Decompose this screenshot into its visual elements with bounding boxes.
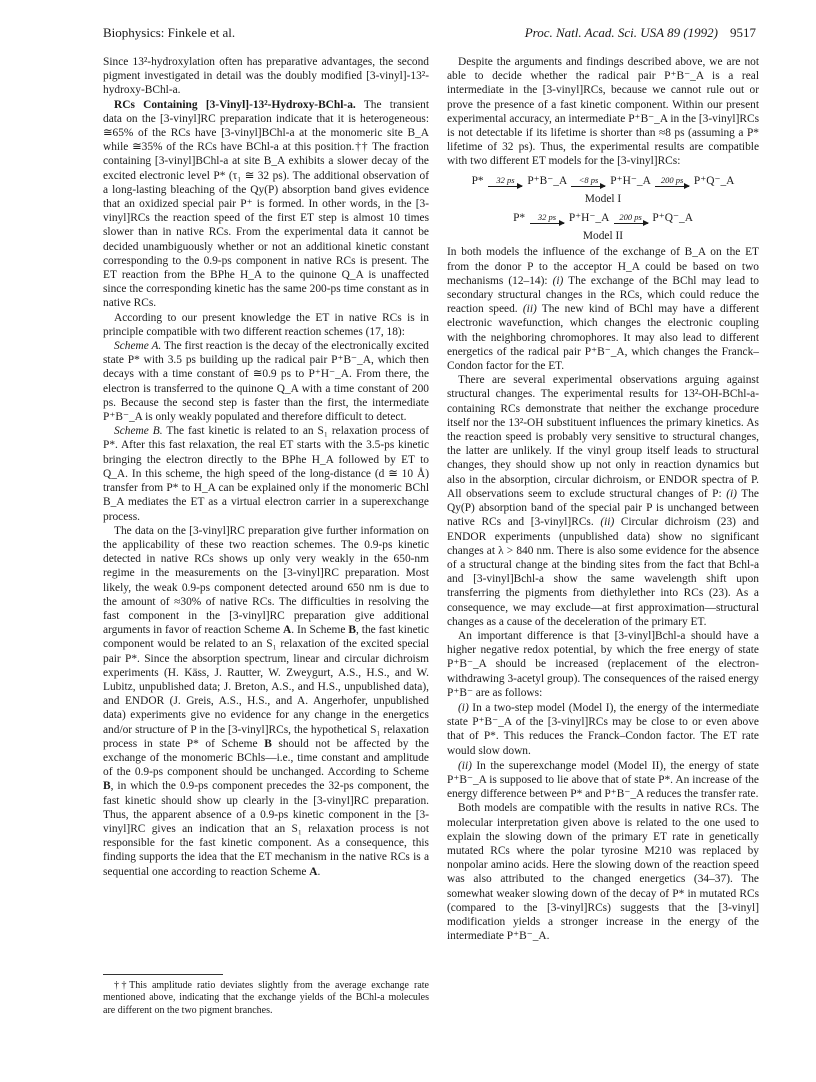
- text-run: There are several experimental observations arguing against structural changes. The experimental results for 13²-OH-BChl-a-containing RCs demonstrate that neither the exchange procedure itself nor the 13²-OH substituent influences the primary kinetics. As the reaction speed is probably very sensitive to structural changes, the latter are unlikely. If the vinyl group itself leads to structural changes, they should show up not only in reaction dynamics but also in the absorption, circular dichroism, or: [447, 374, 759, 486]
- page-number: 9517: [730, 25, 756, 40]
- text-run: In a two-step model (Model I), the energy of the intermediate state P⁺B⁻_A of the [3-vinyl]RCs may be close to or even above that of P*. This reduces the Franck–Condon factor. The ET rate would slow down.: [447, 701, 759, 757]
- paragraph-rcs-body: The transient data on the [3-vinyl]RC preparation indicate that it is heterogeneous: ≅65% of the RCs have [3-vinyl]BChl-a at the monomeric site B_A while ≅35% of the RCs have BChl-a at this position.†† The fraction containing [3-vinyl]BChl-a at site B_A exhibits a slower decay of the excited electronic level P* (τ₁ ≅ 32 ps). The additional observation of a long-lasting bleaching of the Qy(P) absorption band gives evidence that an oxidized special pair P⁺ is formed. In other words, in the [3-vinyl]RCs the reaction speed of the first ET step is almost 10 times slower than in native RCs. From the experimental data it cannot be decided unambiguously whether or not an additional kinetic constant corresponding to the 0.9-ps component in native RCs is present. The ET reaction from the BPhe H_A to the quinone Q_A is unaffected since the corresponding kinetic has the same 200-ps time constant as in native RCs.: [103, 98, 429, 310]
- right-column: [447, 55, 759, 943]
- text-run: Circular dichroism (23) and: [614, 516, 759, 529]
- reaction-arrow: [655, 176, 689, 187]
- species-pq: P⁺Q⁻_A: [652, 212, 693, 225]
- arrow-label: 32 ps: [537, 211, 557, 222]
- reaction-arrow: [530, 213, 564, 224]
- list-marker: (i): [552, 274, 564, 287]
- paragraph-both-models: [447, 245, 759, 373]
- text-run: The Qy(P) absorption band of the special pair P is unchanged between native RCs and [3-vinyl]RCs.: [447, 487, 759, 529]
- text-run: In the superexchange model (Model II), the energy of state P⁺B⁻_A is supposed to lie above that of state P*. An increase of the energy difference between P* and P⁺B⁻_A reduces the transfer rate.: [447, 759, 759, 801]
- paragraph-knowledge: According to our present knowledge the ET in native RCs is in principle compatible with two different reaction schemes (17, 18):: [103, 311, 429, 338]
- text-run: The exchange of the BChl may lead to secondary structural changes in the RCs, which could reduce the reaction speed.: [447, 274, 759, 316]
- arrow-label: 200 ps: [619, 211, 642, 222]
- paragraph-two-step: [447, 701, 759, 758]
- text-run: experiments (unpublished data) show no significant changes at λ > 840 nm. There is also some evidence for the absence of a structural change at the binding sites from the fact that Bchl-a and [3-vinyl]Bchl-a show the same wavelength shift upon transferring the pigments from diethylether into RCs (23). As a consequence, we may exclude—at first approximation—structural changes as a cause of the deceleration of the primary ET.: [447, 530, 759, 628]
- text-run: The new kind of BChl may have a different electronic wavefunction, which changes the electronic coupling with the neighboring chromophores. It may also lead to different energetics of the radical pair P⁺B⁻_A, which changes the Franck–Condon factor for the ET.: [447, 303, 759, 373]
- running-header-left: Biophysics: Finkele et al.: [103, 25, 236, 40]
- list-marker: (ii): [458, 759, 472, 772]
- text-run: , the fast kinetic component would be related to an S₁ relaxation of the excited special pair P*. Since the absorption spectrum, linear and circular dichroism experiments (H. Käss, J. Rautter, W. Zweygurt, A.S., H.S., and W. Lubitz, unpublished data; J. Breton, A.S., and H.S., unpublished data), and: [103, 624, 430, 708]
- journal-citation: Proc. Natl. Acad. Sci. USA 89 (1992): [524, 25, 718, 40]
- scheme-b-body: The fast kinetic is related to an S₁ relaxation process of P*. After this fast relaxation, the real ET starts with the 3.5-ps kinetic bringing the electron directly to the BPhe H_A followed by ET to Q_A. In this scheme, the high speed of the long-distance (d ≅ 10 Å) transfer from P* to H_A can be explained only if the monomeric BChl B_A mediates the ET as a virtual electron carrier in a superexchange process.: [103, 425, 429, 523]
- arrow-label: 32 ps: [496, 174, 515, 185]
- species-pq: P⁺Q⁻_A: [693, 174, 735, 187]
- list-marker: (ii): [600, 516, 615, 529]
- reaction-arrow: [614, 213, 648, 224]
- model-i-equation: [447, 174, 759, 188]
- arrow-label: <8 ps: [578, 174, 599, 185]
- list-marker: (i): [458, 701, 469, 714]
- scheme-ref: B: [103, 780, 111, 793]
- text-run: The data on the [3-vinyl]RC preparation give further information on the applicability of these two reaction schemes. The 0.9-ps kinetic detected in native RCs shows up only very weakly in the 650-nm regime in the measurements on the [3-vinyl]RC preparation. Most likely, the weak 0.9-ps component detected around 650 nm is due to the amount of ≈30% of native RCs. The difficulties in resolving the fast component in the [3-vinyl]RC preparation give additional arguments in favor of reaction Scheme: [103, 524, 429, 637]
- species-p-star: P*: [471, 174, 484, 187]
- paragraph-scheme-b: [103, 424, 429, 523]
- list-marker: (ii): [522, 303, 537, 316]
- species-ph: P⁺H⁻_A: [610, 174, 651, 187]
- reaction-arrow: [571, 176, 605, 187]
- paragraph-important: An important difference is that [3-vinyl]Bchl-a should have a higher negative redox potential, by which the free energy of state P⁺B⁻_A should be increased (replacement of the electron-withdrawing 3-acetyl group). The consequences of the raised energy P⁺B⁻ are as follows:: [447, 629, 759, 699]
- section-heading: RCs Containing [3-Vinyl]-13²-Hydroxy-BChl-a.: [114, 98, 356, 111]
- text-run: , in which the 0.9-ps component precedes the 32-ps component, the fast kinetic should show up clearly in the [3-vinyl]RC preparation. Thus, the apparent absence of a 0.9-ps kinetic component in the [3-vinyl]RC gives an indication that an S₁ relaxation process is not responsible for the fast kinetic component. As a consequence, this finding supports the idea that the ET mechanism in the native RCs is a sequential one according to reaction Scheme: [103, 780, 429, 878]
- text-run: In both models the influence of the exchange of B_A on the ET from the donor P to the acceptor H_A could be based on two mechanisms (12–14):: [447, 246, 759, 287]
- paragraph-intro: Since 13²-hydroxylation often has preparative advantages, the second pigment investigated in detail was the doubly modified [3-vinyl]-13²-hydroxy-BChl-a.: [103, 56, 429, 97]
- list-marker: (i): [726, 487, 737, 500]
- arrow-label: 200 ps: [660, 174, 684, 185]
- species-pb: P⁺B⁻_A: [527, 174, 567, 187]
- paragraph-several: [447, 373, 759, 629]
- endor-term: ENDOR: [658, 473, 698, 486]
- text-run: should not be affected by the exchange of the monomeric BChls—i.e., time constant and amplitude of the 0.9-ps component should be unchanged. According to Scheme: [103, 737, 429, 779]
- text-run: . In Scheme: [291, 624, 349, 637]
- species-p-star: P*: [513, 212, 526, 225]
- scheme-a-label: Scheme A.: [114, 340, 162, 353]
- paragraph-superexchange: [447, 759, 759, 802]
- scheme-a-body: The first reaction is the decay of the electronically excited state P* with 3.5 ps building up the radical pair P⁺B⁻_A, which then decays with a time constant of ≅0.9 ps to P⁺H⁻_A. From there, the electron is transferred to the quinone Q_A with a time constant of 200 ps. Because the second step is faster than the first, the intermediate P⁺B⁻_A is only weakly populated and therefore difficult to detect.: [103, 340, 429, 424]
- scheme-ref: A: [309, 865, 318, 878]
- scheme-ref: B: [348, 624, 357, 637]
- paragraph-both-compatible: Both models are compatible with the results in native RCs. The molecular interpretation given above is related to the one used to explain the slowing down of the primary ET rate in genetically mutated RCs where the polar tyrosine M210 was replaced by nonpolar amino acids. Here the slowing down of the reaction speed was also attributed to the changed energetics (34–37). The somewhat weaker slowing down of the decay of P* in mutated RCs (compared to the [3-vinyl]RCs) suggests that the [3-vinyl] modification yields a stronger increase in the energy of the intermediate P⁺B⁻_A.: [447, 802, 759, 943]
- endor-term: ENDOR: [447, 530, 487, 543]
- text-run: (J. Greis, A.S., H.S., and A. Angerhofer, unpublished data) experiments give no evidence for any change in the energetics and/or structure of P in the [3-vinyl]RCs, the hypothetical S₁ relaxation process in state P* of Scheme: [103, 695, 430, 750]
- text-run: .: [317, 865, 321, 878]
- running-header-right: [525, 25, 756, 41]
- model-ii-label: Model II: [582, 230, 624, 243]
- text-run: spectra of P. All observations seem to exclude structural changes of P:: [447, 473, 759, 500]
- scheme-ref: A: [282, 624, 292, 637]
- left-column: [103, 55, 429, 879]
- footnote-rule: [103, 974, 223, 975]
- scheme-ref: B: [264, 737, 272, 750]
- paragraph-despite: Despite the arguments and findings described above, we are not able to decide whether the radical pair P⁺B⁻_A is a real intermediate in the [3-vinyl]RCs, because we cannot rule out or prove the presence of a fast kinetic component. Within our present experimental accuracy, an intermediate P⁺B⁻_A in the [3-vinyl]RCs is not detectable if its lifetime is shorter than ≈8 ps (assuming a P* lifetime of 32 ps). Thus, the experimental results are compatible with two different ET models for the [3-vinyl]RCs:: [447, 56, 759, 168]
- paragraph-scheme-a: [103, 339, 429, 424]
- reaction-arrow: [488, 176, 522, 187]
- paragraph-rcs: [103, 98, 429, 311]
- footnote: ††This amplitude ratio deviates slightly from the average exchange rate mentioned above, indicating that the exchange yields of the BChl-a molecules are different on the two pigment branches.: [103, 980, 429, 1016]
- model-i-label: Model I: [584, 192, 622, 205]
- paragraph-data: [103, 524, 429, 879]
- model-ii-equation: [447, 211, 759, 225]
- species-ph: P⁺H⁻_A: [568, 212, 609, 225]
- scheme-b-label: Scheme B.: [114, 425, 163, 438]
- endor-term: ENDOR: [124, 695, 165, 708]
